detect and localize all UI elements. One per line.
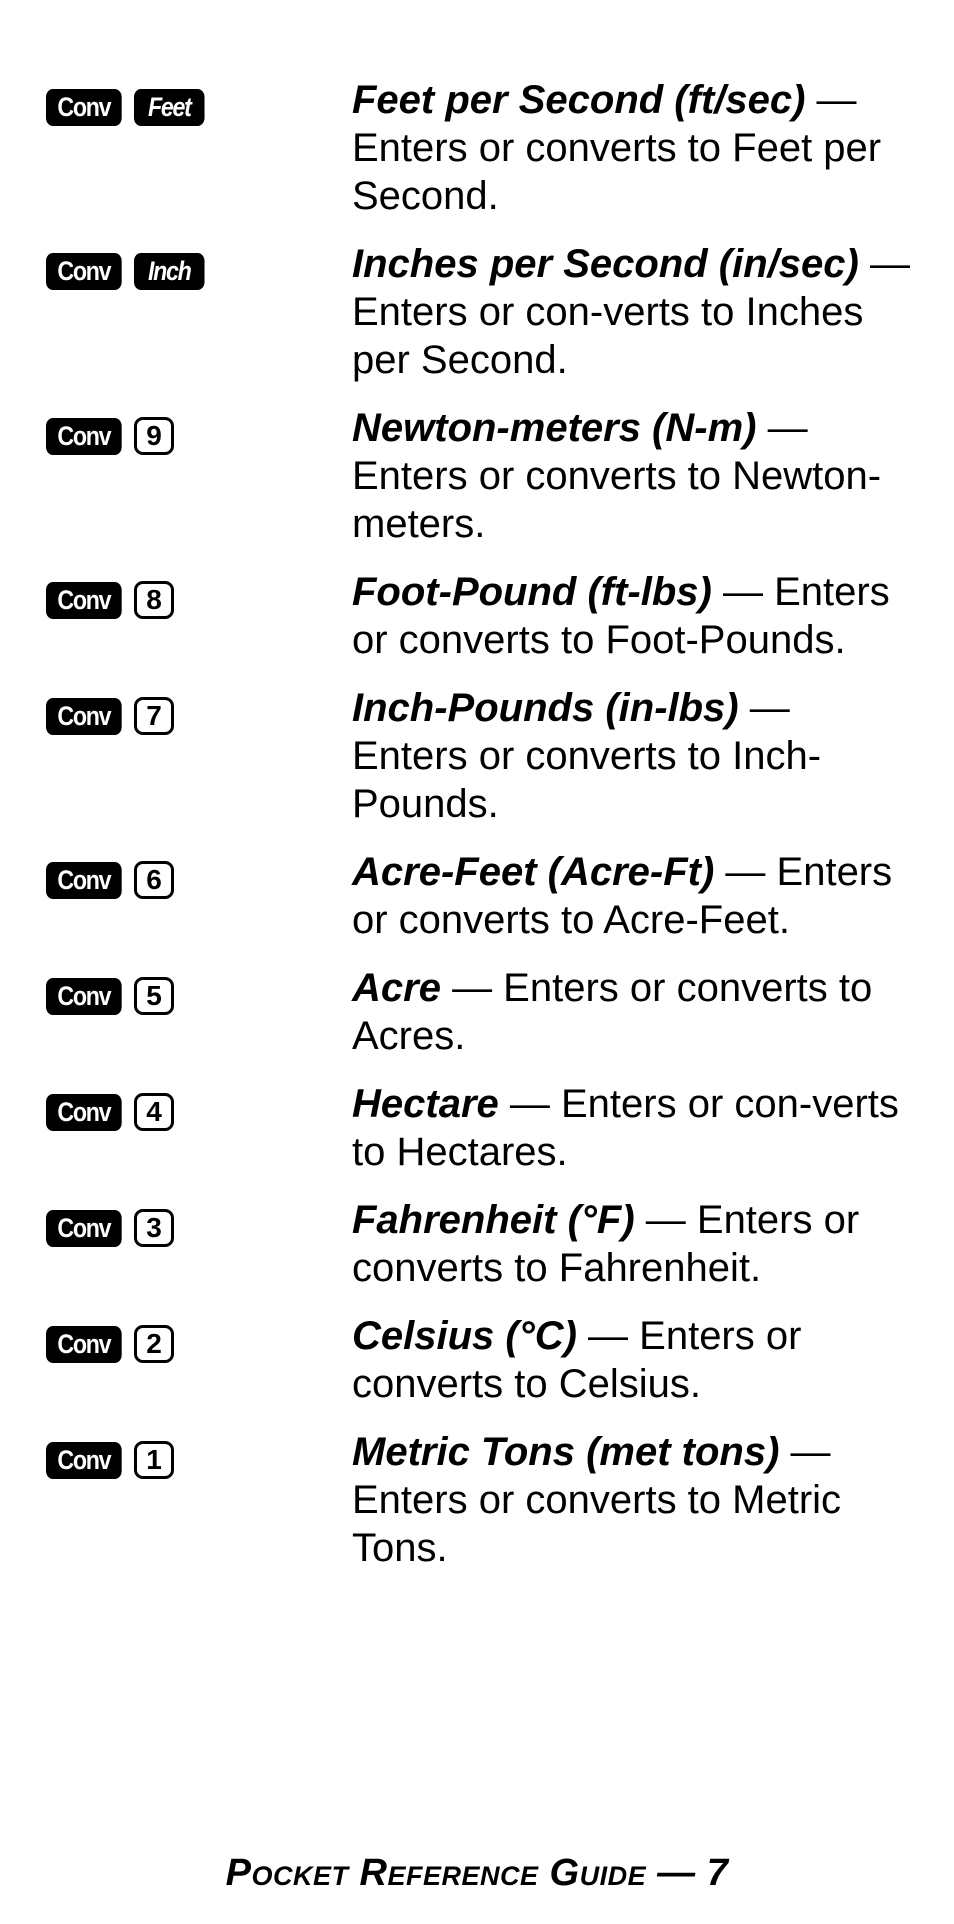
entry-description: [352, 848, 916, 964]
page-footer: Pocket Reference Guide — 7: [225, 1852, 729, 1894]
digit-9-key: 9: [134, 417, 174, 455]
entry-term: Metric Tons (met tons): [352, 1430, 780, 1474]
entry-description: [352, 1196, 916, 1312]
entry-term: Inch-Pounds (in-lbs): [352, 686, 739, 730]
entry-description: [352, 404, 916, 568]
key-sequence: [46, 240, 352, 290]
conv-key: Conv: [46, 978, 122, 1015]
feet-key: Feet: [134, 89, 205, 126]
entry-description: [352, 76, 916, 240]
entry-term: Inches per Second (in/sec): [352, 242, 859, 286]
conv-key: Conv: [46, 698, 122, 735]
key-sequence: [46, 1428, 352, 1479]
digit-1-key: 1: [134, 1441, 174, 1479]
entry-description: [352, 964, 916, 1080]
digit-4-key: 4: [134, 1093, 174, 1131]
entry-term: Fahrenheit (°F): [352, 1198, 635, 1242]
key-sequence: [46, 848, 352, 899]
entry-text: — Enters or converts to Feet per Second.: [352, 78, 882, 218]
entry-text: — Enters or converts to Inch-Pounds.: [352, 686, 822, 826]
conv-key: Conv: [46, 89, 122, 126]
digit-3-key: 3: [134, 1209, 174, 1247]
conv-key: Conv: [46, 582, 122, 619]
entry-fahrenheit: [46, 1196, 916, 1312]
entry-inches-per-second: [46, 240, 916, 404]
conv-key: Conv: [46, 1326, 122, 1363]
entry-inch-pounds: [46, 684, 916, 848]
entry-description: [352, 1080, 916, 1196]
entry-term: Celsius (°C): [352, 1314, 577, 1358]
entry-text: — Enters or converts to Fahrenheit.: [352, 1198, 860, 1290]
entry-description: [352, 1428, 916, 1592]
key-sequence: [46, 568, 352, 619]
conv-key: Conv: [46, 1442, 122, 1479]
inch-key: Inch: [134, 253, 205, 290]
entry-newton-meters: [46, 404, 916, 568]
entry-text: — Enters or converts to Acre-Feet.: [352, 850, 893, 942]
entry-term: Hectare: [352, 1082, 499, 1126]
entry-hectare: [46, 1080, 916, 1196]
key-sequence: [46, 1080, 352, 1131]
entry-acre-feet: [46, 848, 916, 964]
digit-7-key: 7: [134, 697, 174, 735]
entry-text: — Enters or converts to Foot-Pounds.: [352, 570, 890, 662]
key-sequence: [46, 684, 352, 735]
digit-8-key: 8: [134, 581, 174, 619]
entry-foot-pound: [46, 568, 916, 684]
entry-description: [352, 240, 916, 404]
digit-2-key: 2: [134, 1325, 174, 1363]
conv-key: Conv: [46, 1210, 122, 1247]
entry-description: [352, 684, 916, 848]
entry-celsius: [46, 1312, 916, 1428]
entry-text: — Enters or con-verts to Hectares.: [352, 1082, 899, 1174]
entry-text: — Enters or converts to Celsius.: [352, 1314, 802, 1406]
digit-5-key: 5: [134, 977, 174, 1015]
conv-key: Conv: [46, 418, 122, 455]
entry-term: Feet per Second (ft/sec): [352, 78, 806, 122]
entry-text: — Enters or con-verts to Inches per Second.: [352, 242, 910, 382]
key-sequence: [46, 404, 352, 455]
entry-term: Acre: [352, 966, 441, 1010]
key-sequence: [46, 76, 352, 126]
entry-acre: [46, 964, 916, 1080]
digit-6-key: 6: [134, 861, 174, 899]
entry-text: — Enters or converts to Metric Tons.: [352, 1430, 842, 1570]
entry-feet-per-second: [46, 76, 916, 240]
entry-description: [352, 1312, 916, 1428]
key-definition-list: [46, 76, 916, 1592]
conv-key: Conv: [46, 253, 122, 290]
entry-term: Foot-Pound (ft-lbs): [352, 570, 712, 614]
entry-metric-tons: [46, 1428, 916, 1592]
entry-text: — Enters or converts to Newton-meters.: [352, 406, 882, 546]
key-sequence: [46, 964, 352, 1015]
key-sequence: [46, 1196, 352, 1247]
entry-description: [352, 568, 916, 684]
conv-key: Conv: [46, 862, 122, 899]
key-sequence: [46, 1312, 352, 1363]
entry-term: Newton-meters (N-m): [352, 406, 757, 450]
entry-text: — Enters or converts to Acres.: [352, 966, 873, 1058]
entry-term: Acre-Feet (Acre-Ft): [352, 850, 715, 894]
conv-key: Conv: [46, 1094, 122, 1131]
